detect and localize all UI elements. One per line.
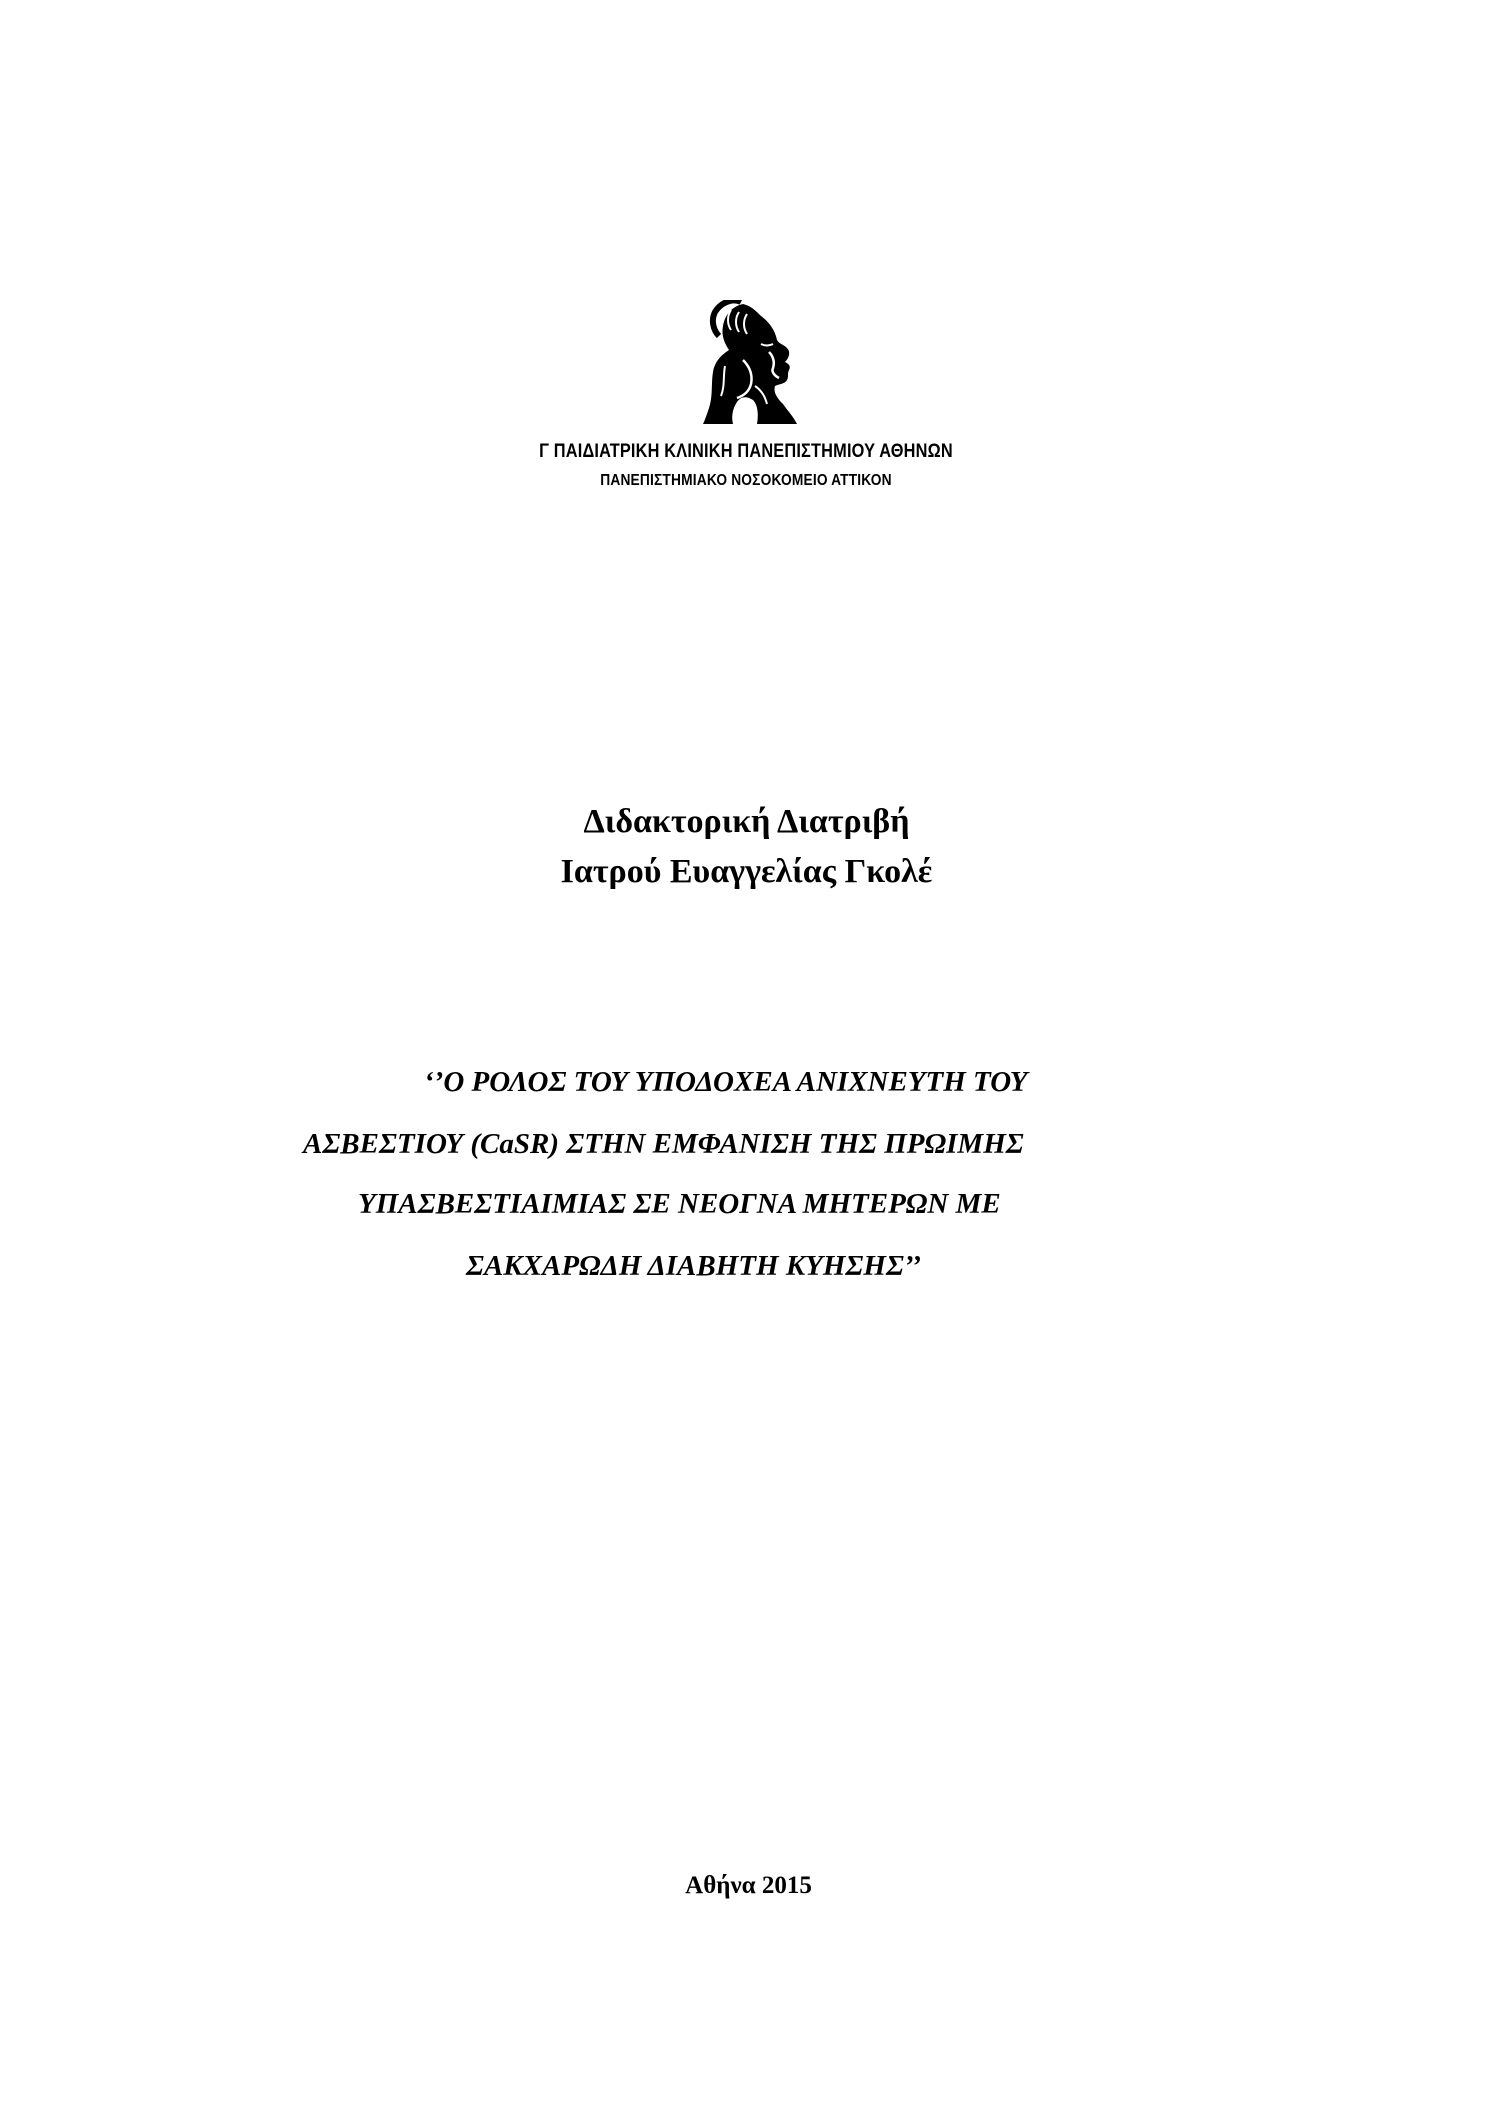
title-line-1: ‘’Ο ΡΟΛΟΣ ΤΟΥ ΥΠΟΔΟΧΕΑ ΑΝΙΧΝΕΥΤΗ ΤΟΥ	[424, 1066, 1028, 1098]
title-line-4: ΣΑΚΧΑΡΩΔΗ ΔΙΑΒΗΤΗ ΚΥΗΣΗΣ’’	[466, 1250, 922, 1282]
title-line-2: ΑΣΒΕΣΤΙΟΥ (CaSR) ΣΤΗΝ ΕΜΦΑΝΙΣΗ ΤΗΣ ΠΡΩΙΜΗΣ	[303, 1128, 1024, 1160]
place-and-year: Αθήνα 2015	[685, 1872, 812, 1899]
institution-name: Γ ΠΑΙΔΙΑΤΡΙΚΗ ΚΛΙΝΙΚΗ ΠΑΝΕΠΙΣΤΗΜΙΟΥ ΑΘΗΝΩΝ	[539, 441, 953, 462]
title-line-3: ΥΠΑΣΒΕΣΤΙΑΙΜΙΑΣ ΣΕ ΝΕΟΓΝΑ ΜΗΤΕΡΩΝ ΜΕ	[358, 1188, 1001, 1220]
athena-head-emblem-icon	[703, 300, 797, 426]
thesis-type: Διδακτορική Διατριβή	[583, 803, 910, 840]
thesis-author: Ιατρού Ευαγγελίας Γκολέ	[560, 853, 933, 890]
hospital-name: ΠΑΝΕΠΙΣΤΗΜΙΑΚΟ ΝΟΣΟΚΟΜΕΙΟ ΑΤΤΙΚΟΝ	[600, 472, 892, 489]
